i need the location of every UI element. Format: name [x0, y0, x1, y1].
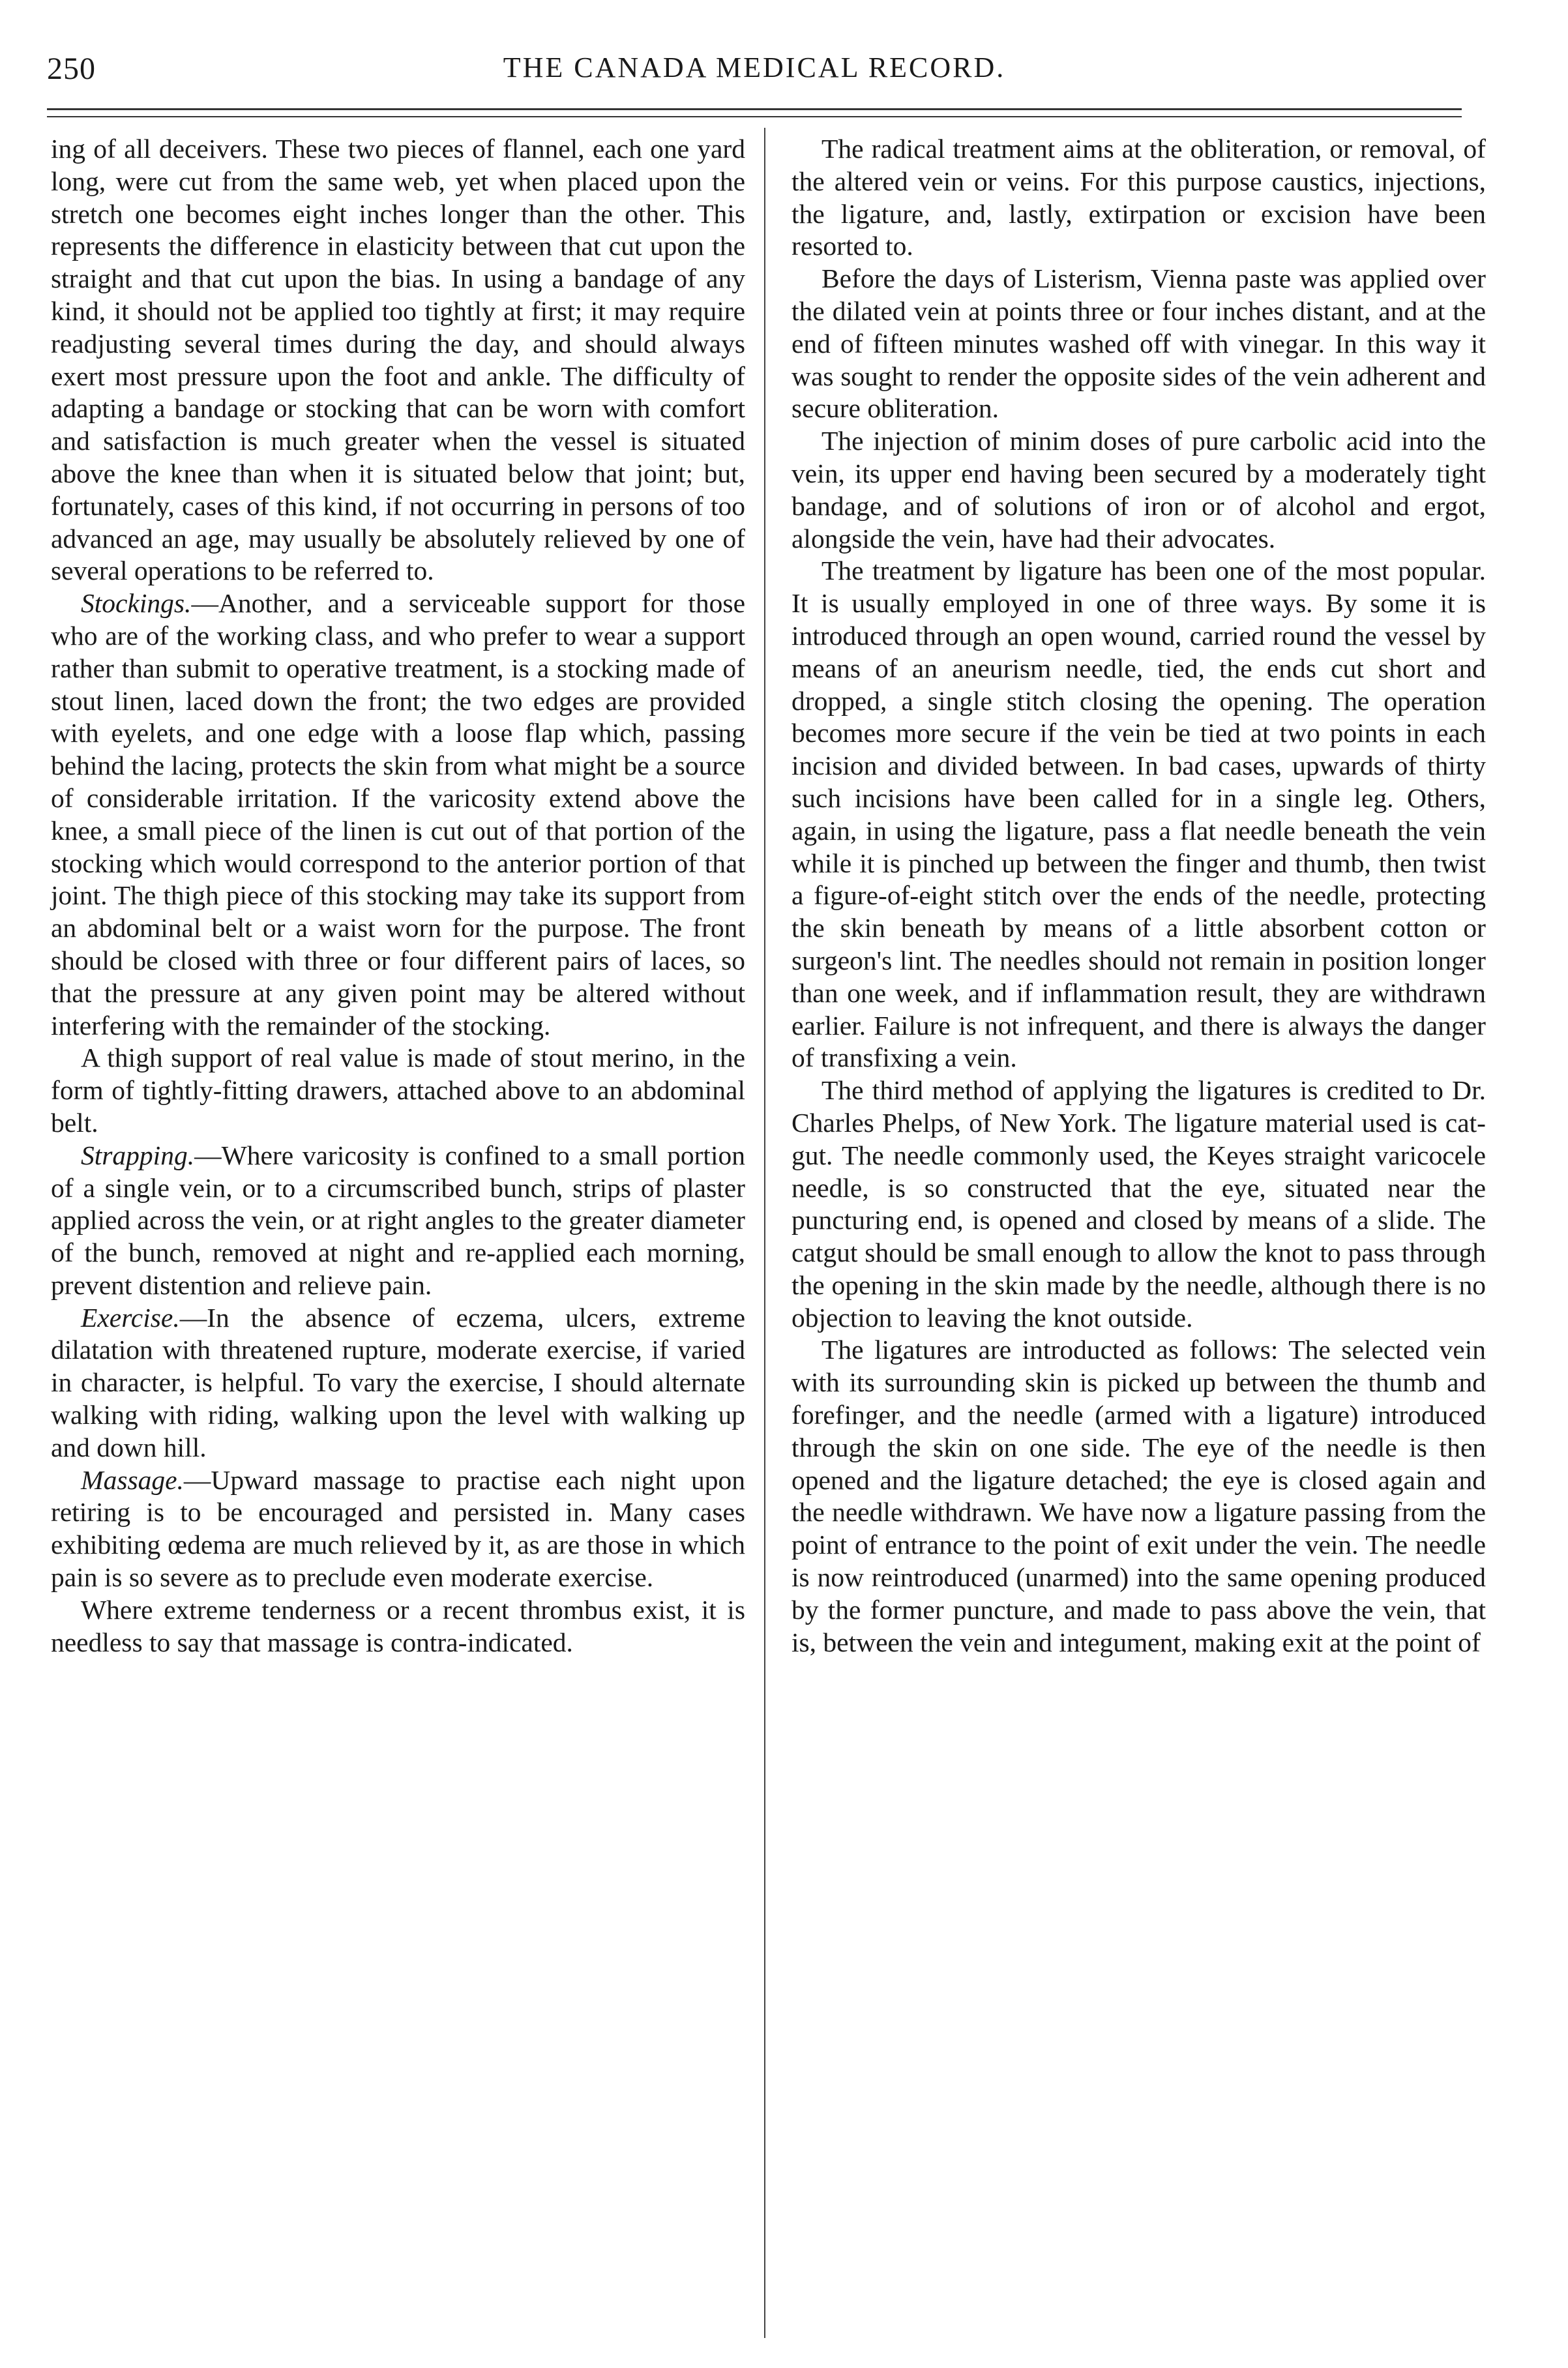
- paragraph: [51, 1042, 745, 1139]
- paragraph: [51, 1302, 745, 1464]
- paragraph: [51, 587, 745, 1042]
- paragraph-text: Before the days of Listerism, Vienna paste was applied over the dilated vein at points three or four inches distant, and at the end of fifteen minutes washed off with vinegar. In this way it was sought to render the opposite sides of the vein adherent and secure obliteration.: [791, 263, 1486, 424]
- paragraph-text: —In the absence of eczema, ulcers, extreme dilatation with threatened rupture, moderate exercise, if varied in character, is helpful. To vary the exercise, I should alternate walking with riding, walking upon the level with walking up and down hill.: [51, 1302, 745, 1462]
- paragraph-heading: Exercise.: [81, 1302, 180, 1333]
- running-head: [47, 46, 1462, 98]
- paragraph-text: —Upward massage to practise each night upon retiring is to be encouraged and persisted in. Many cases exhibiting œdema are much relieved by it, as are those in which pain is so severe as to preclude even moderate exercise.: [51, 1464, 745, 1593]
- left-column: [51, 133, 745, 1659]
- journal-title: THE CANADA MEDICAL RECORD.: [503, 52, 1006, 83]
- column-divider: [764, 128, 765, 2338]
- header-rule-bottom: [47, 116, 1462, 117]
- paragraph-heading: Massage.: [81, 1464, 184, 1495]
- right-column: [791, 133, 1486, 1659]
- paragraph-text: —Where varicosity is confined to a small portion of a single vein, or to a circumscribed bunch, strips of plaster applied across the vein, or at right angles to the greater diameter of the bunch, removed at night and re-applied each morning, prevent distention and relieve pain.: [51, 1140, 745, 1300]
- paragraph-heading: Strapping.: [81, 1140, 195, 1170]
- paragraph-text: A thigh support of real value is made of stout merino, in the form of tightly-fitting drawers, attached above to an abdominal belt.: [51, 1043, 745, 1138]
- paragraph-text: The treatment by ligature has been one of the most popular. It is usually employed in one of three ways. By some it is introduced through an open wound, carried round the vessel by means of an aneurism needle, tied, the ends cut short and dropped, a single stitch closing the opening. The operation becomes more secure if the vein be tied at two points in each incision and divided between. In bad cases, upwards of thirty such incisions have been called for in a single leg. Others, again, in using the ligature, pass a flat needle beneath the vein while it is pinched up between the finger and thumb, then twist a figure-of-eight stitch over the ends of the needle, protecting the skin beneath by means of a little absorbent cotton or surgeon's lint. The needles should not remain in position longer than one week, and if inflammation result, they are withdrawn earlier. Failure is not infrequent, and there is always the danger of transfixing a vein.: [791, 555, 1486, 1073]
- paragraph-text: The radical treatment aims at the obliteration, or removal, of the altered vein or veins. For this purpose caustics, injections, the ligature, and, lastly, extirpation or excision have been resorted to.: [791, 134, 1486, 261]
- paragraph: [51, 1140, 745, 1302]
- paragraph-text: The third method of applying the ligatures is credited to Dr. Charles Phelps, of New York. The ligature material used is cat-gut. The needle commonly used, the Keyes straight varicocele needle, is so constructed that the eye, situated near the puncturing end, is opened and closed by means of a slide. The catgut should be small enough to allow the knot to pass through the opening in the skin made by the needle, although there is no objection to leaving the knot outside.: [791, 1075, 1486, 1333]
- paragraph-heading: Stockings.: [81, 588, 192, 619]
- paragraph: [51, 133, 745, 587]
- paragraph-text: ing of all deceivers. These two pieces of flannel, each one yard long, were cut from the same web, yet when placed upon the stretch one becomes eight inches longer than the other. This represents the difference in elasticity between that cut upon the straight and that cut upon the bias. In using a bandage of any kind, it should not be applied too tightly at first; it may require readjusting several times during the day, and should always exert most pressure upon the foot and ankle. The difficulty of adapting a bandage or stocking that can be worn with comfort and satisfaction is much greater when the vessel is situated above the knee than when it is situated below that joint; but, fortunately, cases of this kind, if not occurring in persons of too advanced an age, may usually be absolutely relieved by one of several operations to be referred to.: [51, 134, 745, 586]
- paragraph-text: The injection of minim doses of pure carbolic acid into the vein, its upper end having been secured by a moderately tight bandage, and of solutions of iron or of alcohol and ergot, alongside the vein, have had their advocates.: [791, 426, 1486, 554]
- paragraph: [791, 133, 1486, 263]
- paragraph: [51, 1594, 745, 1659]
- paragraph: [791, 1074, 1486, 1334]
- paragraph: [791, 555, 1486, 1074]
- paragraph: [791, 425, 1486, 555]
- page-number: 250: [47, 52, 96, 86]
- paragraph: [51, 1464, 745, 1594]
- paragraph-text: —Another, and a serviceable support for those who are of the working class, and who prefer to wear a support rather than submit to operative treatment, is a stocking made of stout linen, laced down the front; the two edges are provided with eyelets, and one edge with a loose flap which, passing behind the lacing, protects the skin from what might be a source of considerable irritation. If the varicosity extend above the knee, a small piece of the linen is cut out of that portion of the stocking which would correspond to the anterior portion of that joint. The thigh piece of this stocking may take its support from an abdominal belt or a waist worn for the purpose. The front should be closed with three or four different pairs of laces, so that the pressure at any given point may be altered without interfering with the remainder of the stocking.: [51, 588, 745, 1041]
- paragraph: [791, 263, 1486, 425]
- paragraph-text: The ligatures are introducted as follows: The selected vein with its surrounding skin is picked up between the thumb and forefinger, and the needle (armed with a ligature) introduced through the skin on one side. The eye of the needle is then opened and the ligature detached; the eye is closed again and the needle withdrawn. We have now a ligature passing from the point of entrance to the point of exit under the vein. The needle is now reintroduced (unarmed) into the same opening produced by the former puncture, and made to pass above the vein, that is, between the vein and integument, making exit at the point of: [791, 1335, 1486, 1657]
- paragraph: [791, 1334, 1486, 1659]
- header-rule-top: [47, 108, 1462, 110]
- paragraph-text: Where extreme tenderness or a recent thrombus exist, it is needless to say that massage is contra-indicated.: [51, 1594, 745, 1657]
